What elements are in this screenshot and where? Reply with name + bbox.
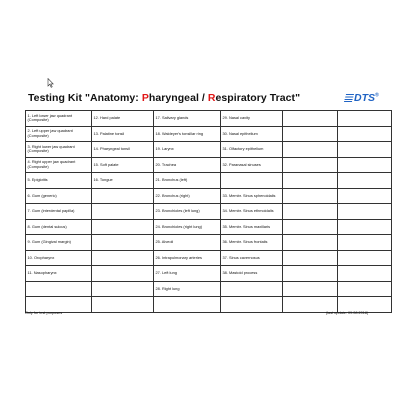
table-cell: 15. Soft palate bbox=[92, 157, 154, 173]
table-row bbox=[26, 281, 392, 297]
table-cell: 22. Bronchus (right) bbox=[154, 188, 221, 204]
table-row bbox=[26, 142, 392, 158]
table-row bbox=[26, 266, 392, 282]
table-cell: 11. Nasopharynx bbox=[26, 266, 92, 282]
table-cell bbox=[338, 173, 392, 189]
table-cell: 8. Gum (dental sulcus) bbox=[26, 219, 92, 235]
table-row bbox=[26, 188, 392, 204]
table-cell bbox=[338, 204, 392, 220]
table-cell bbox=[283, 235, 338, 251]
table-cell: 36. Membr. Sinus frontalis bbox=[221, 235, 283, 251]
table-cell: 35. Membr. Sinus maxillaris bbox=[221, 219, 283, 235]
mouse-pointer-icon bbox=[47, 78, 55, 88]
table-cell bbox=[338, 281, 392, 297]
table-cell: 38. Mastoid process bbox=[221, 266, 283, 282]
table-cell: 32. Paranasal sinuses bbox=[221, 157, 283, 173]
table-cell: 2. Left upper jaw quadrant (Composite) bbox=[26, 126, 92, 142]
footer-note: Only for test purposes bbox=[25, 311, 63, 315]
table-cell bbox=[92, 281, 154, 297]
table-cell: 23. Bronchioles (left lung) bbox=[154, 204, 221, 220]
table-cell bbox=[92, 266, 154, 282]
table-cell bbox=[221, 281, 283, 297]
title-p-letter: P bbox=[141, 92, 149, 104]
logo-stripes-icon bbox=[344, 94, 354, 102]
table-row bbox=[26, 250, 392, 266]
table-cell bbox=[283, 297, 338, 313]
table-cell: 19. Larynx bbox=[154, 142, 221, 158]
table-cell bbox=[338, 235, 392, 251]
table-cell: 26. Intrapulmonary arteries bbox=[154, 250, 221, 266]
table-cell: 37. Sinus cavernosus bbox=[221, 250, 283, 266]
table-row bbox=[26, 235, 392, 251]
table-cell bbox=[338, 188, 392, 204]
table-cell bbox=[283, 126, 338, 142]
table-cell bbox=[338, 142, 392, 158]
logo-text: DTS bbox=[354, 92, 375, 104]
table-cell bbox=[283, 204, 338, 220]
table-cell: 4. Right upper jaw quadrant (Composite) bbox=[26, 157, 92, 173]
table-row bbox=[26, 157, 392, 173]
table-cell: 6. Gum (generic) bbox=[26, 188, 92, 204]
table-cell bbox=[283, 281, 338, 297]
table-cell bbox=[283, 188, 338, 204]
table-cell bbox=[283, 111, 338, 127]
table-cell bbox=[92, 204, 154, 220]
table-cell: 28. Right lung bbox=[154, 281, 221, 297]
table-cell: 25. Alveoli bbox=[154, 235, 221, 251]
table-cell: 31. Olfactory epithelium bbox=[221, 142, 283, 158]
table-row bbox=[26, 219, 392, 235]
table-cell bbox=[283, 157, 338, 173]
table-row bbox=[26, 111, 392, 127]
table-cell: 10. Oropharynx bbox=[26, 250, 92, 266]
table-cell bbox=[283, 266, 338, 282]
testing-kit-table bbox=[25, 110, 392, 313]
table-cell bbox=[92, 297, 154, 313]
table-cell: 3. Right lower jaw quadrant (Composite) bbox=[26, 142, 92, 158]
table-cell bbox=[221, 173, 283, 189]
table-cell: 18. Waldeyer's tonsillar ring bbox=[154, 126, 221, 142]
table-cell bbox=[92, 219, 154, 235]
table-cell bbox=[221, 297, 283, 313]
table-cell bbox=[283, 250, 338, 266]
table-cell: 5. Epiglottis bbox=[26, 173, 92, 189]
table-row bbox=[26, 173, 392, 189]
table-row bbox=[26, 204, 392, 220]
table-cell bbox=[338, 250, 392, 266]
table-cell: 21. Bronchus (left) bbox=[154, 173, 221, 189]
page-title bbox=[28, 92, 300, 104]
table-cell bbox=[338, 126, 392, 142]
table-row bbox=[26, 126, 392, 142]
table-cell bbox=[92, 188, 154, 204]
table-cell: 7. Gum (interdental papilla) bbox=[26, 204, 92, 220]
table-cell bbox=[283, 173, 338, 189]
dts-logo bbox=[345, 92, 379, 104]
table-cell bbox=[283, 142, 338, 158]
table-cell: 29. Nasal cavity bbox=[221, 111, 283, 127]
table-cell bbox=[26, 281, 92, 297]
table-row bbox=[26, 297, 392, 313]
table-cell bbox=[338, 111, 392, 127]
table-cell: 17. Salivary glands bbox=[154, 111, 221, 127]
table-cell: 30. Nasal epithelium bbox=[221, 126, 283, 142]
table-cell bbox=[338, 297, 392, 313]
title-r-letter: R bbox=[207, 92, 216, 104]
title-r-rest: espiratory Tract" bbox=[215, 92, 301, 104]
table-cell: 12. Hard palate bbox=[92, 111, 154, 127]
table-cell bbox=[154, 297, 221, 313]
table-cell bbox=[338, 157, 392, 173]
table-cell: 24. Bronchioles (right lung) bbox=[154, 219, 221, 235]
table-cell bbox=[92, 250, 154, 266]
table-cell: 34. Membr. Sinus ethmoidalis bbox=[221, 204, 283, 220]
table-cell bbox=[283, 219, 338, 235]
table-cell: 33. Membr. Sinus sphenoidalis bbox=[221, 188, 283, 204]
table-cell bbox=[26, 297, 92, 313]
table-cell bbox=[338, 219, 392, 235]
last-update-note: (last update: 09.08.2018) bbox=[326, 311, 369, 315]
table-cell: 20. Trachea bbox=[154, 157, 221, 173]
table-cell bbox=[92, 235, 154, 251]
table-cell: 1. Left lower jaw quadrant (Composite) bbox=[26, 111, 92, 127]
title-prefix: Testing Kit "Anatomy: bbox=[28, 92, 142, 104]
table-cell: 9. Gum (Gingival margin) bbox=[26, 235, 92, 251]
table-cell: 14. Pharyngeal tonsil bbox=[92, 142, 154, 158]
title-p-rest: haryngeal / bbox=[148, 92, 208, 104]
table-cell: 13. Palatine tonsil bbox=[92, 126, 154, 142]
table-cell: 16. Tongue bbox=[92, 173, 154, 189]
logo-registered-mark: ® bbox=[375, 92, 379, 99]
table-cell: 27. Left lung bbox=[154, 266, 221, 282]
table-cell bbox=[338, 266, 392, 282]
table-body bbox=[26, 111, 392, 313]
